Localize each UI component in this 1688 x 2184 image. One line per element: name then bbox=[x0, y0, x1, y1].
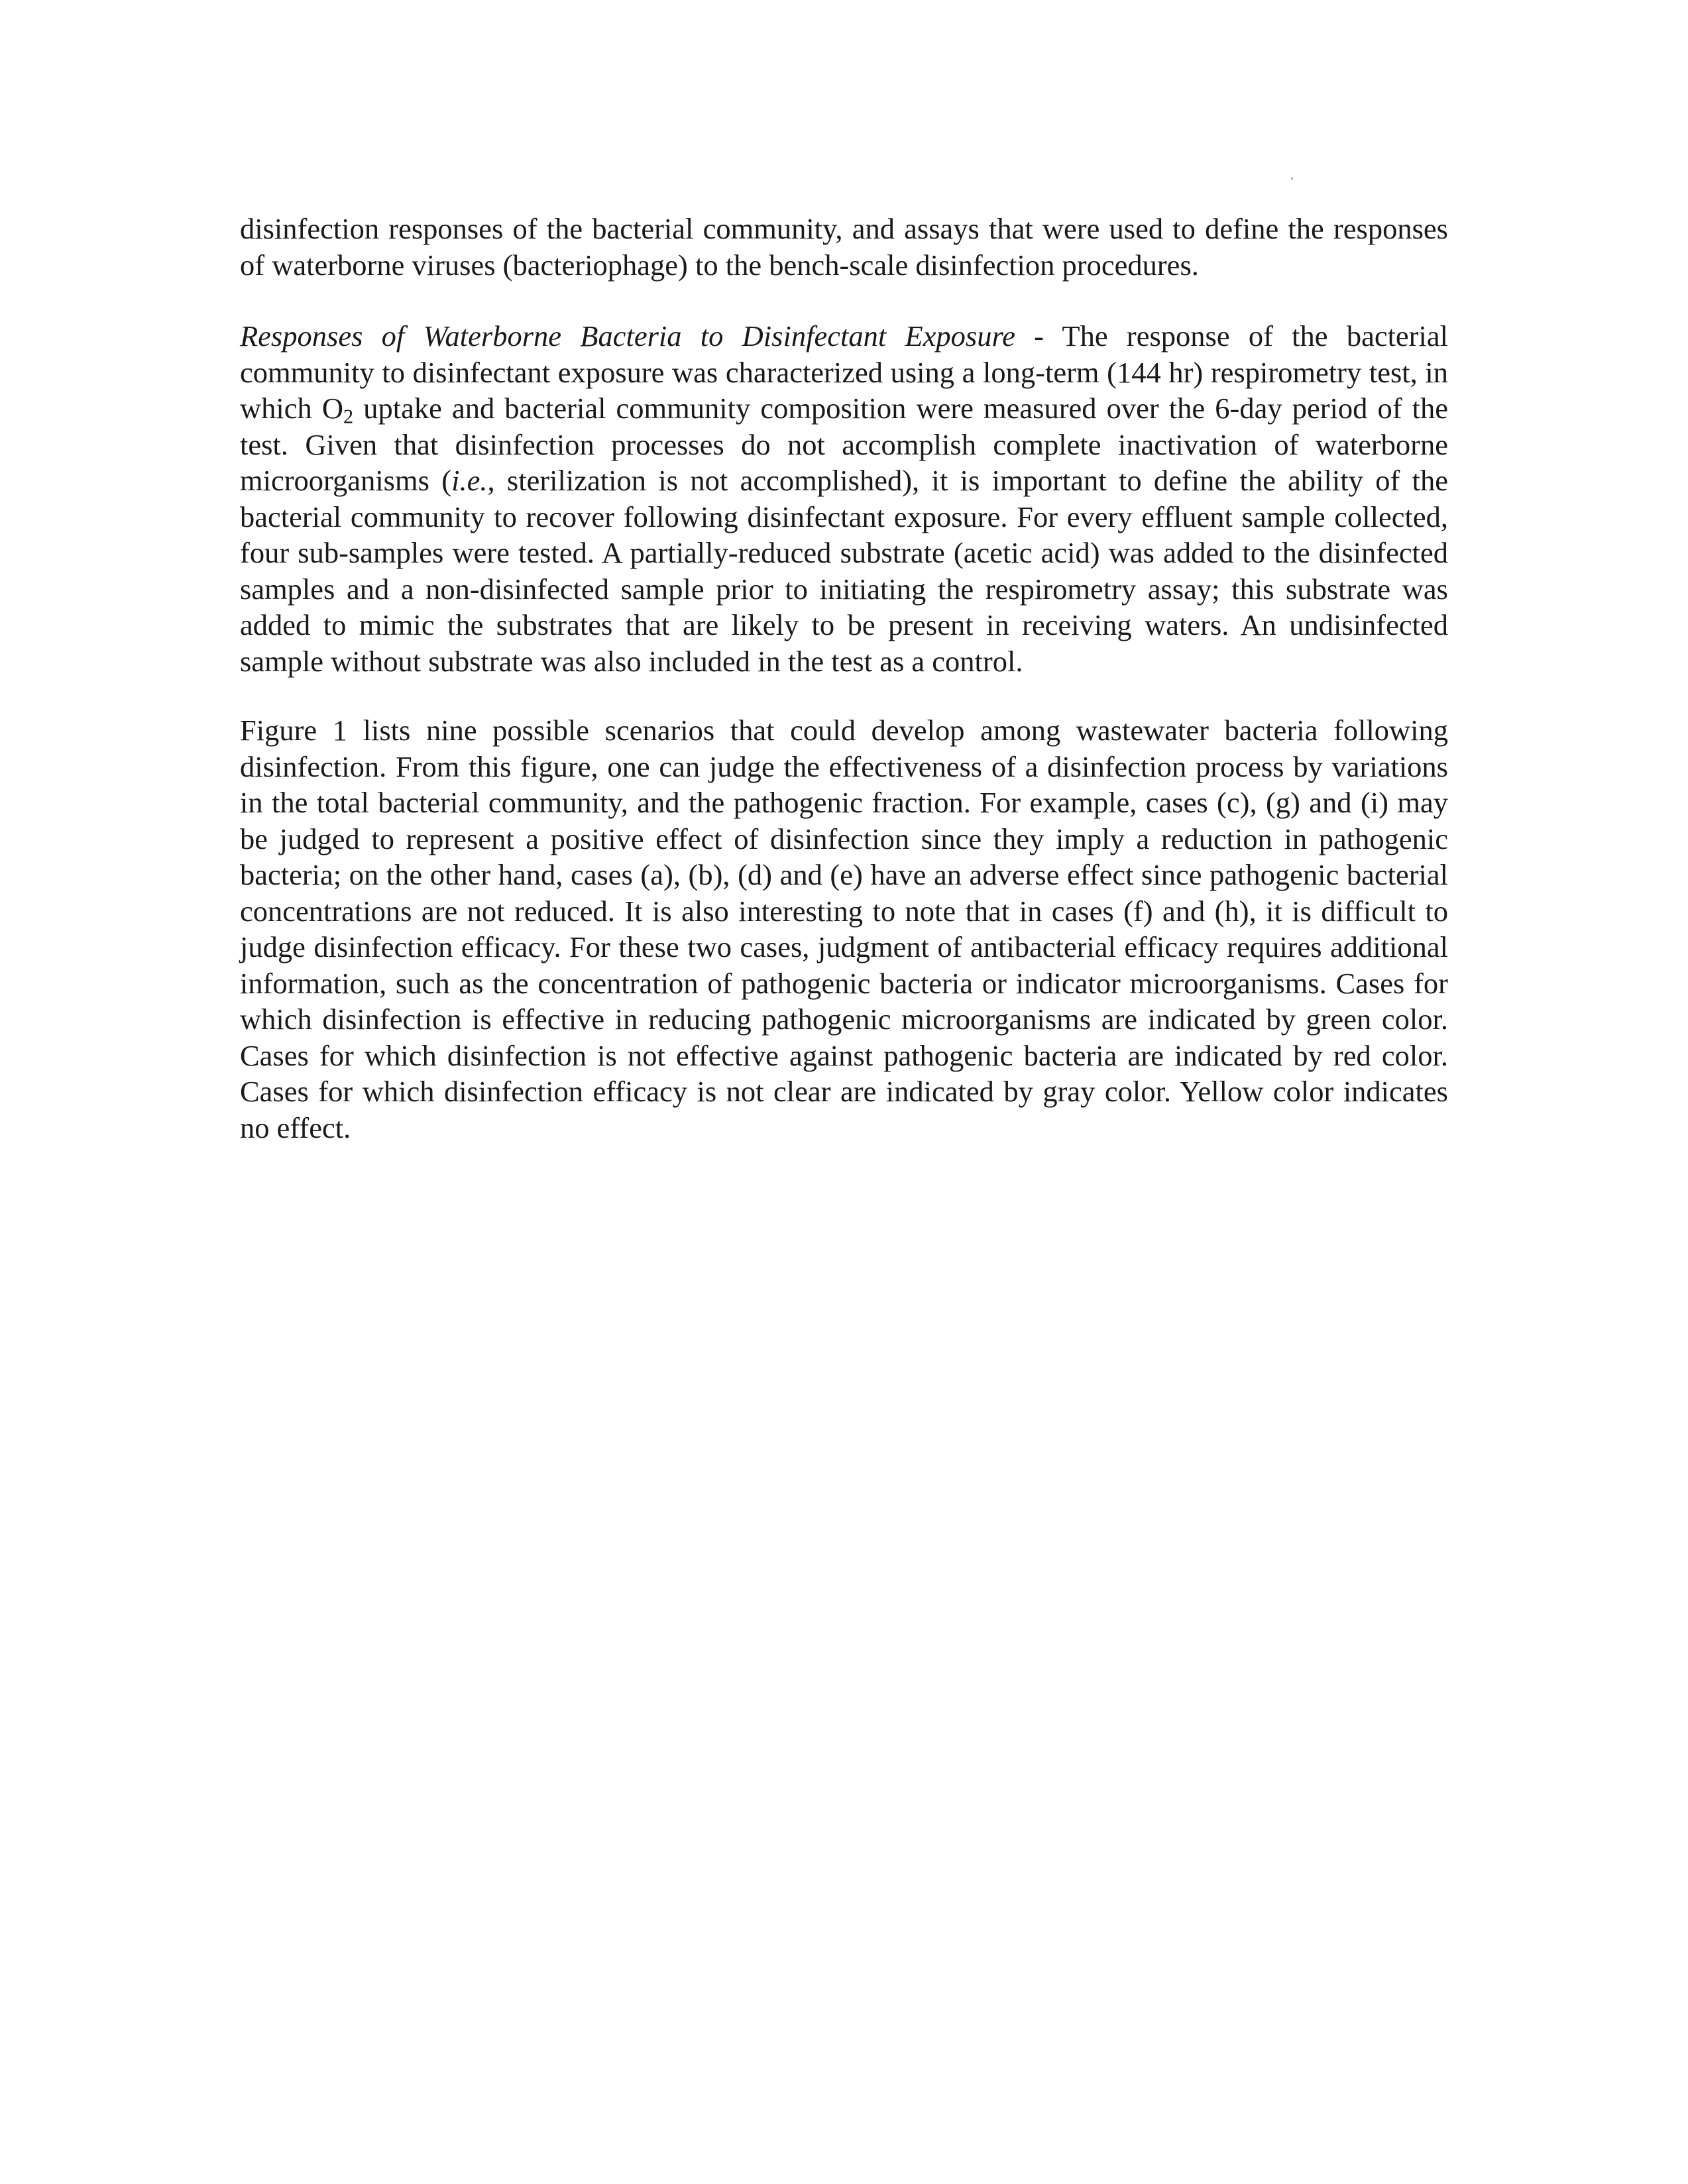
paragraph-figure-scenarios: Figure 1 lists nine possible scenarios that could develop among wastewater bacteria following disinfection. From this figure, one can judge the effectiveness of a disinfection process by variations in the total bacterial community, and the pathogenic fraction. For example, cases (c), (g) and (i) may be judged to represent a positive effect of disinfection since they imply a reduction in pathogenic bacteria; on the other hand, cases (a), (b), (d) and (e) have an adverse effect since pathogenic bacterial concentrations are not reduced. It is also interesting to note that in cases (f) and (h), it is difficult to judge disinfection efficacy. For these two cases, judgment of antibacterial efficacy requires additional information, such as the concentration of pathogenic bacteria or indicator microorganisms. Cases for which disinfection is effective in reducing pathogenic microorganisms are indicated by green color. Cases for which disinfection is not effective against pathogenic bacteria are indicated by red color. Cases for which disinfection efficacy is not clear are indicated by gray color. Yellow color indicates no effect. bbox=[240, 714, 1448, 1144]
ie-abbreviation: i.e. bbox=[451, 464, 488, 497]
subscript-2: 2 bbox=[343, 405, 354, 428]
paragraph-text-part-b: uptake and bacterial community composition were measured over the 6-day period of the test. Given that disinfection processes do not accomplish complete inactivation of waterborne microorganisms ( bbox=[240, 392, 1449, 497]
paragraph-bacteria-responses bbox=[240, 318, 1448, 679]
paragraph-text-part-c: , sterilization is not accomplished), it is important to define the ability of the bacterial community to recover following disinfectant exposure. For every effluent sample collected, four sub-samples were tested. A partially-reduced substrate (acetic acid) was added to the disinfected samples and a non-disinfected sample prior to initiating the respirometry assay; this substrate was added to mimic the substrates that are likely to be present in receiving waters. An undisinfected sample without substrate was also included in the test as a control. bbox=[240, 464, 1448, 678]
section-heading: Responses of Waterborne Bacteria to Disinfectant Exposure bbox=[240, 319, 1015, 353]
scan-speck bbox=[1291, 178, 1293, 180]
paragraph-intro: disinfection responses of the bacterial community, and assays that were used to define the responses of waterborne viruses (bacteriophage) to the bench-scale disinfection procedures. bbox=[240, 212, 1448, 282]
paragraph-text-part-a: - The response of the bacterial community to disinfectant exposure was characterized using a long-term (144 hr) respirometry test, in which O bbox=[240, 319, 1448, 425]
